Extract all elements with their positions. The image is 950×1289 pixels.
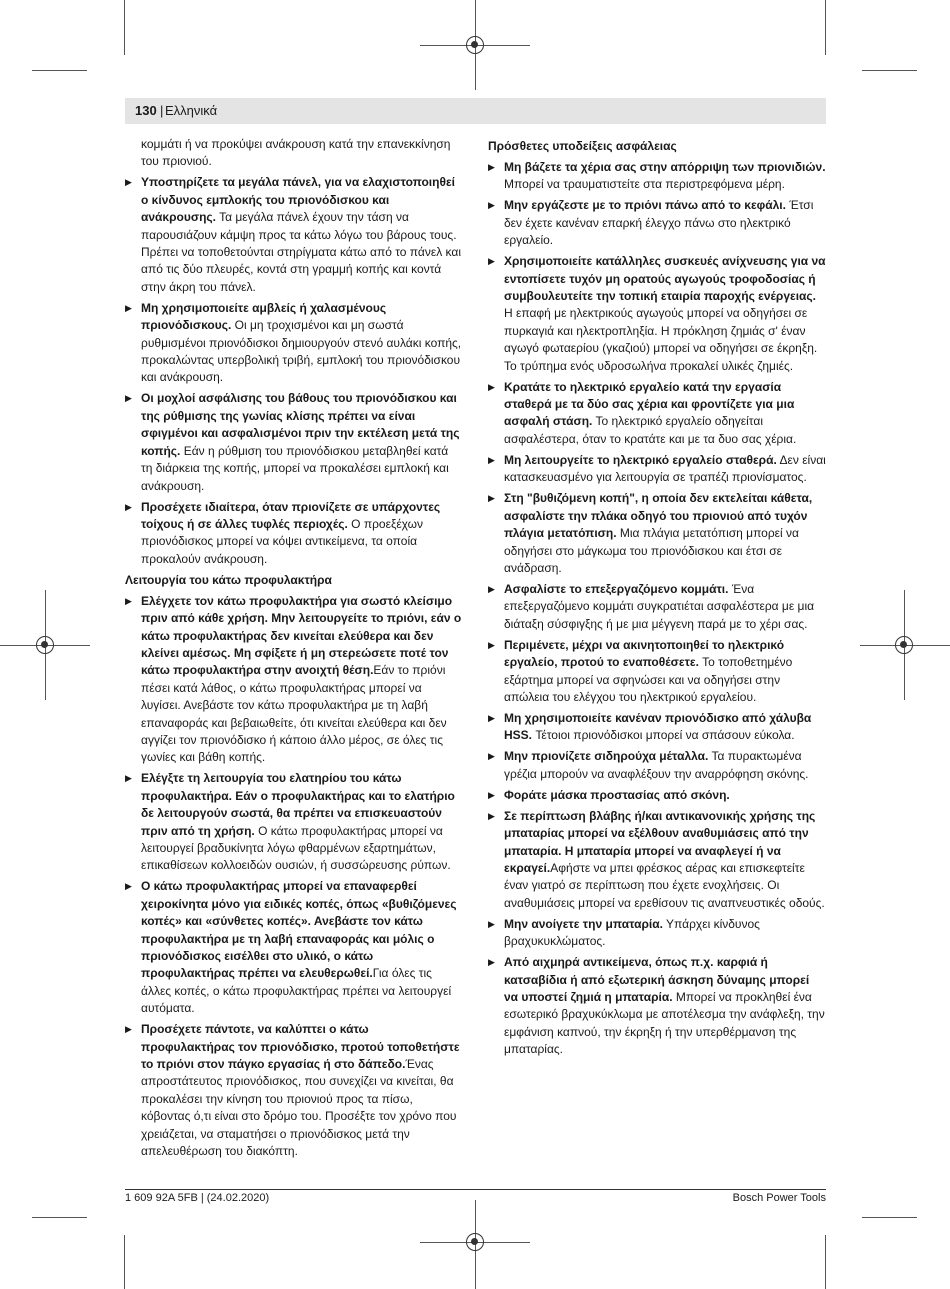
- instruction-emphasis: Μη βάζετε τα χέρια σας στην απόρριψη των πριονιδιών.: [504, 160, 826, 174]
- section-heading: Πρόσθετες υποδείξεις ασφάλειας: [488, 139, 677, 153]
- instruction-text: Μπορεί να τραυματιστείτε στα περιστρεφόμενα μέρη.: [504, 177, 785, 192]
- instruction-text: Μπορεί να προκληθεί ένα εσωτερικό βραχυκύκλωμα με αποτέλεσμα την ανάφλεξη, την εμφάνιση καπνού, την έκρηξη ή την υπερθέρμανση της μπαταρίας.: [504, 990, 825, 1057]
- instruction-text: Οι μη τροχισμένοι και μη σωστά ρυθμισμένοι πριονόδισκοι δημιουργούν στενό αυλάκι κοπής, προκαλώντας υπερβολική τριβή, εμπλοκή του πριονόδισκου και ανάκρουση.: [141, 318, 462, 385]
- instruction-emphasis: Οι μοχλοί ασφάλισης του βάθους του πριονόδισκου και της ρύθμισης της γωνίας κλίσης πρέπει να είναι σφιγμένοι και ασφαλισμένοι πριν την εκτέλεση μετά της κοπής.: [141, 391, 460, 458]
- instruction-text: Τα μεγάλα πάνελ έχουν την τάση να παρουσιάζουν κάμψη προς τα κάτω λόγω του βάρους τους. Πρέπει να τοποθετούνται στηρίγματα κάτω από το πάνελ και από τις δύο πλευρές, κοντά στη γραμμή κοπής και κοντά στην άκρη του πάνελ.: [141, 210, 461, 294]
- crop-mark: [825, 1235, 826, 1289]
- crop-mark: [124, 0, 125, 55]
- safety-instruction: [488, 159, 826, 194]
- instruction-emphasis: Ο κάτω προφυλακτήρας μπορεί να επαναφερθεί χειροκίνητα μόνο για ειδικές κοπές, όπως «βυθιζόμενες κοπές» και «σύνθετες κοπές». Ανεβάστε τον κάτω προφυλακτήρα με τη λαβή επαναφοράς και μόλις ο πριονόδισκος εισέλθει στο υλικό, ο κάτω προφυλακτήρας πρέπει να ελευθερωθεί.: [141, 879, 457, 981]
- instruction-emphasis: Προσέχετε πάντοτε, να καλύπτει ο κάτω προφυλακτήρας τον πριονόδισκο, προτού τοποθετήστε το πριόνι στον πάγκο εργασίας ή στο δάπεδο.: [141, 1022, 460, 1072]
- safety-instruction: [488, 253, 826, 375]
- crop-mark: [32, 70, 87, 71]
- instruction-emphasis: Μην ανοίγετε την μπαταρία.: [504, 916, 663, 931]
- safety-instruction: [488, 748, 826, 783]
- instruction-text: Το τοποθετημένο εξάρτημα μπορεί να σφηνώσει και να οδηγήσει στην απώλεια του ελέγχου του ηλεκτρικού εργαλείου.: [504, 655, 793, 704]
- instruction-emphasis: Μη λειτουργείτε το ηλεκτρικό εργαλείο σταθερά.: [504, 452, 777, 467]
- instruction-emphasis: Ελέγχετε τον κάτω προφυλακτήρα για σωστό κλείσιμο πριν από κάθε χρήση. Μην λειτουργείτε το πριόνι, εάν ο κάτω προφυλακτήρας δεν κινείται ελεύθερα και δεν κλείνει αμέσως. Μη σφίξετε ή μη στερεώσετε ποτέ τον κάτω προφυλακτήρα στην ανοιχτή θέση.: [141, 593, 462, 678]
- crop-mark: [862, 1217, 917, 1218]
- instruction-emphasis: Μην πριονίζετε σιδηρούχα μέταλλα.: [504, 749, 709, 764]
- instruction-emphasis: Περιμένετε, μέχρι να ακινητοποιηθεί το ηλεκτρικό εργαλείο, προτού το εναποθέσετε.: [504, 637, 785, 670]
- continuation-text: κομμάτι ή να προκύψει ανάκρουση κατά την επανεκκίνηση του πριονιού.: [141, 137, 451, 169]
- instruction-emphasis: Από αιχμηρά αντικείμενα, όπως π.χ. καρφιά ή κατσαβίδια ή από εξωτερική άσκηση δύναμης μπορεί να υποστεί ζημιά η μπαταρία.: [504, 955, 810, 1004]
- registration-mark-icon: [466, 36, 484, 54]
- section-heading: Λειτουργία του κάτω προφυλακτήρα: [125, 572, 332, 587]
- footer-divider: [125, 1189, 826, 1190]
- safety-instruction: [488, 581, 826, 633]
- safety-instruction: [488, 710, 826, 745]
- instruction-text: Αφήστε να μπει φρέσκος αέρας και επισκεφτείτε έναν γιατρό σε περίπτωση που έχετε ενοχλήσεις. Οι αναθυμιάσεις μπορεί να ερεθίσουν τις αναπνευστικές οδούς.: [504, 860, 825, 910]
- safety-instruction: [488, 916, 826, 951]
- safety-instruction: [125, 1021, 462, 1160]
- instruction-emphasis: Φοράτε μάσκα προστασίας από σκόνη.: [504, 787, 730, 802]
- page-language: Ελληνικά: [165, 103, 218, 118]
- instruction-text: Τα πυρακτωμένα γρέζια μπορούν να αναφλέξουν την αναρρόφηση σκόνης.: [504, 749, 809, 781]
- safety-instruction: [125, 878, 462, 1017]
- page-number: 130: [135, 103, 157, 118]
- registration-mark-icon: [466, 1233, 484, 1251]
- instruction-text: Τέτοιοι πριονόδισκοι μπορεί να σπάσουν εύκολα.: [532, 728, 795, 743]
- instruction-emphasis: Κρατάτε το ηλεκτρικό εργαλείο κατά την εργασία σταθερά με τα δύο σας χέρια και φροντίζετε για μια ασφαλή στάση.: [504, 379, 795, 429]
- registration-mark-icon: [36, 636, 54, 654]
- safety-instruction: [488, 452, 826, 487]
- crop-mark: [32, 1217, 87, 1218]
- instruction-emphasis: Σε περίπτωση βλάβης ή/και αντικανονικής χρήσης της μπαταρίας μπορεί να εξέλθουν αναθυμιάσεις από την μπαταρία. Η μπαταρία μπορεί να αναφλεγεί ή να εκραγεί.: [504, 808, 816, 875]
- instruction-emphasis: Χρησιμοποιείτε κατάλληλες συσκευές ανίχνευσης για να εντοπίσετε τυχόν μη ορατούς αγωγούς τροφοδοσίας ή συμβουλευτείτε την τοπική εταιρία παροχής ενέργειας.: [504, 254, 826, 304]
- safety-instruction: [488, 379, 826, 449]
- safety-instruction: [488, 954, 826, 1058]
- safety-instruction: [488, 197, 826, 249]
- instruction-text: Ένας απροστάτευτος πριονόδισκος, που συνεχίζει να κινείται, θα προκαλέσει την κίνηση του πριονιού προς τα πίσω, κόβοντας ό,τι είναι στο δρόμο του. Προσέξτε τον χρόνο που χρειάζεται, να σταματήσει ο πριονόδισκος μετά την απελευθέρωση του διακόπτη.: [141, 1057, 457, 1159]
- right-column: [488, 136, 826, 1062]
- brand-name: Bosch Power Tools: [732, 1192, 826, 1204]
- crop-mark: [862, 70, 917, 71]
- instruction-text: Η επαφή με ηλεκτρικούς αγωγούς μπορεί να οδηγήσει σε πυρκαγιά και ηλεκτροπληξία. Η πρόκληση ζημιάς σ' έναν αγωγό φωταερίου (γκαζιού) μπορεί να οδηγήσει σε έκρηξη. Το τρύπημα ενός υδροσωλήνα προκαλεί υλικές ζημιές.: [504, 306, 818, 373]
- header-separator: |: [160, 103, 164, 118]
- instruction-text: Εάν η ρύθμιση του πριονόδισκου μεταβληθεί κατά τη διάρκεια της κοπής, μπορεί να προκαλέσει εμπλοκή και ανάκρουση.: [141, 443, 449, 493]
- registration-mark-icon: [895, 636, 913, 654]
- crop-mark: [825, 0, 826, 55]
- instruction-text: Μια πλάγια μετατόπιση μπορεί να οδηγήσει στο μάγκωμα του πριονόδισκου και έτσι σε ανάδραση.: [504, 526, 799, 575]
- instruction-emphasis: Ασφαλίστε το επεξεργαζόμενο κομμάτι.: [504, 581, 729, 596]
- instruction-emphasis: Μην εργάζεστε με το πριόνι πάνω από το κεφάλι.: [504, 198, 786, 213]
- instruction-text: Εάν το πριόνι πέσει κατά λάθος, ο κάτω προφυλακτήρας μπορεί να λυγίσει. Ανεβάστε τον κάτω προφυλακτήρα με τη λαβή επαναφοράς και βεβαιωθείτε, ότι κινείται ελεύθερα και δεν αγγίζει τον πριονόδισκο ή κάποιο άλλο μέρος, σε όλες τις γωνίες και βάθη κοπής.: [141, 663, 447, 765]
- instruction-emphasis: Υποστηρίζετε τα μεγάλα πάνελ, για να ελαχιστοποιηθεί ο κίνδυνος εμπλοκής του πριονόδισκου και ανάκρουσης.: [141, 175, 455, 225]
- instruction-text: Ο προεξέχων πριονόδισκος μπορεί να κόψει αντικείμενα, τα οποία προκαλούν ανάκρουση.: [141, 516, 424, 566]
- instruction-emphasis: Μη χρησιμοποιείτε κανέναν πριονόδισκο από χάλυβα HSS.: [504, 710, 812, 743]
- safety-instruction: [488, 808, 826, 912]
- left-column: [125, 136, 462, 1164]
- safety-instruction: [125, 390, 462, 494]
- instruction-text: Δεν είναι κατασκευασμένο για λειτουργία σε τραπέζι πριονίσματος.: [504, 452, 826, 485]
- safety-instruction: [125, 499, 462, 569]
- instruction-emphasis: Ελέγξτε τη λειτουργία του ελατηρίου του κάτω προφυλακτήρα. Εάν ο προφυλακτήρας και το ελατήριο δε λειτουργούν σωστά, θα πρέπει να επισκευαστούν πριν από τη χρήση.: [141, 771, 455, 838]
- instruction-emphasis: Μη χρησιμοποιείτε αμβλείς ή χαλασμένους πριονόδισκους.: [141, 300, 387, 333]
- safety-instruction: [125, 593, 462, 767]
- safety-instruction: [125, 770, 462, 874]
- safety-instruction: [488, 490, 826, 577]
- crop-mark: [124, 1235, 125, 1289]
- instruction-text: Το ηλεκτρικό εργαλείο οδηγείται ασφαλέστερα, όταν το κρατάτε και με τα δυο σας χέρια.: [504, 414, 797, 446]
- instruction-text: Έτσι δεν έχετε κανέναν επαρκή έλεγχο πάνω στο ηλεκτρικό εργαλείο.: [504, 198, 814, 248]
- instruction-text: Ο κάτω προφυλακτήρας μπορεί να λειτουργεί βραδυκίνητα λόγω φθαρμένων εξαρτημάτων, επικαθίσεων κολλοειδών ουσιών, ή συσσώρευσης ρύπων.: [141, 823, 451, 873]
- safety-instruction: [488, 637, 826, 707]
- instruction-text: Υπάρχει κίνδυνος βραχυκυκλώματος.: [504, 916, 760, 949]
- document-id: 1 609 92A 5FB | (24.02.2020): [125, 1192, 270, 1204]
- instruction-emphasis: Στη "βυθιζόμενη κοπή", η οποία δεν εκτελείται κάθετα, ασφαλίστε την πλάκα οδηγό του πριονιού από τυχόν πλάγια μετατόπιση.: [504, 491, 813, 541]
- instruction-text: Ένα επεξεργαζόμενο κομμάτι συγκρατιέται ασφαλέστερα με μια διάταξη σύσφιγξης ή με μια μέγγενη παρά με το χέρι σας.: [504, 581, 815, 631]
- instruction-text: Για όλες τις άλλες κοπές, ο κάτω προφυλακτήρας πρέπει να λειτουργεί αυτόματα.: [141, 966, 452, 1016]
- safety-instruction: [125, 174, 462, 296]
- page-header: [125, 98, 826, 124]
- safety-instruction: [488, 787, 826, 804]
- safety-instruction: [125, 300, 462, 387]
- instruction-emphasis: Προσέχετε ιδιαίτερα, όταν πριονίζετε σε υπάρχοντες τοίχους ή σε άλλες τυφλές περιοχές.: [141, 499, 441, 531]
